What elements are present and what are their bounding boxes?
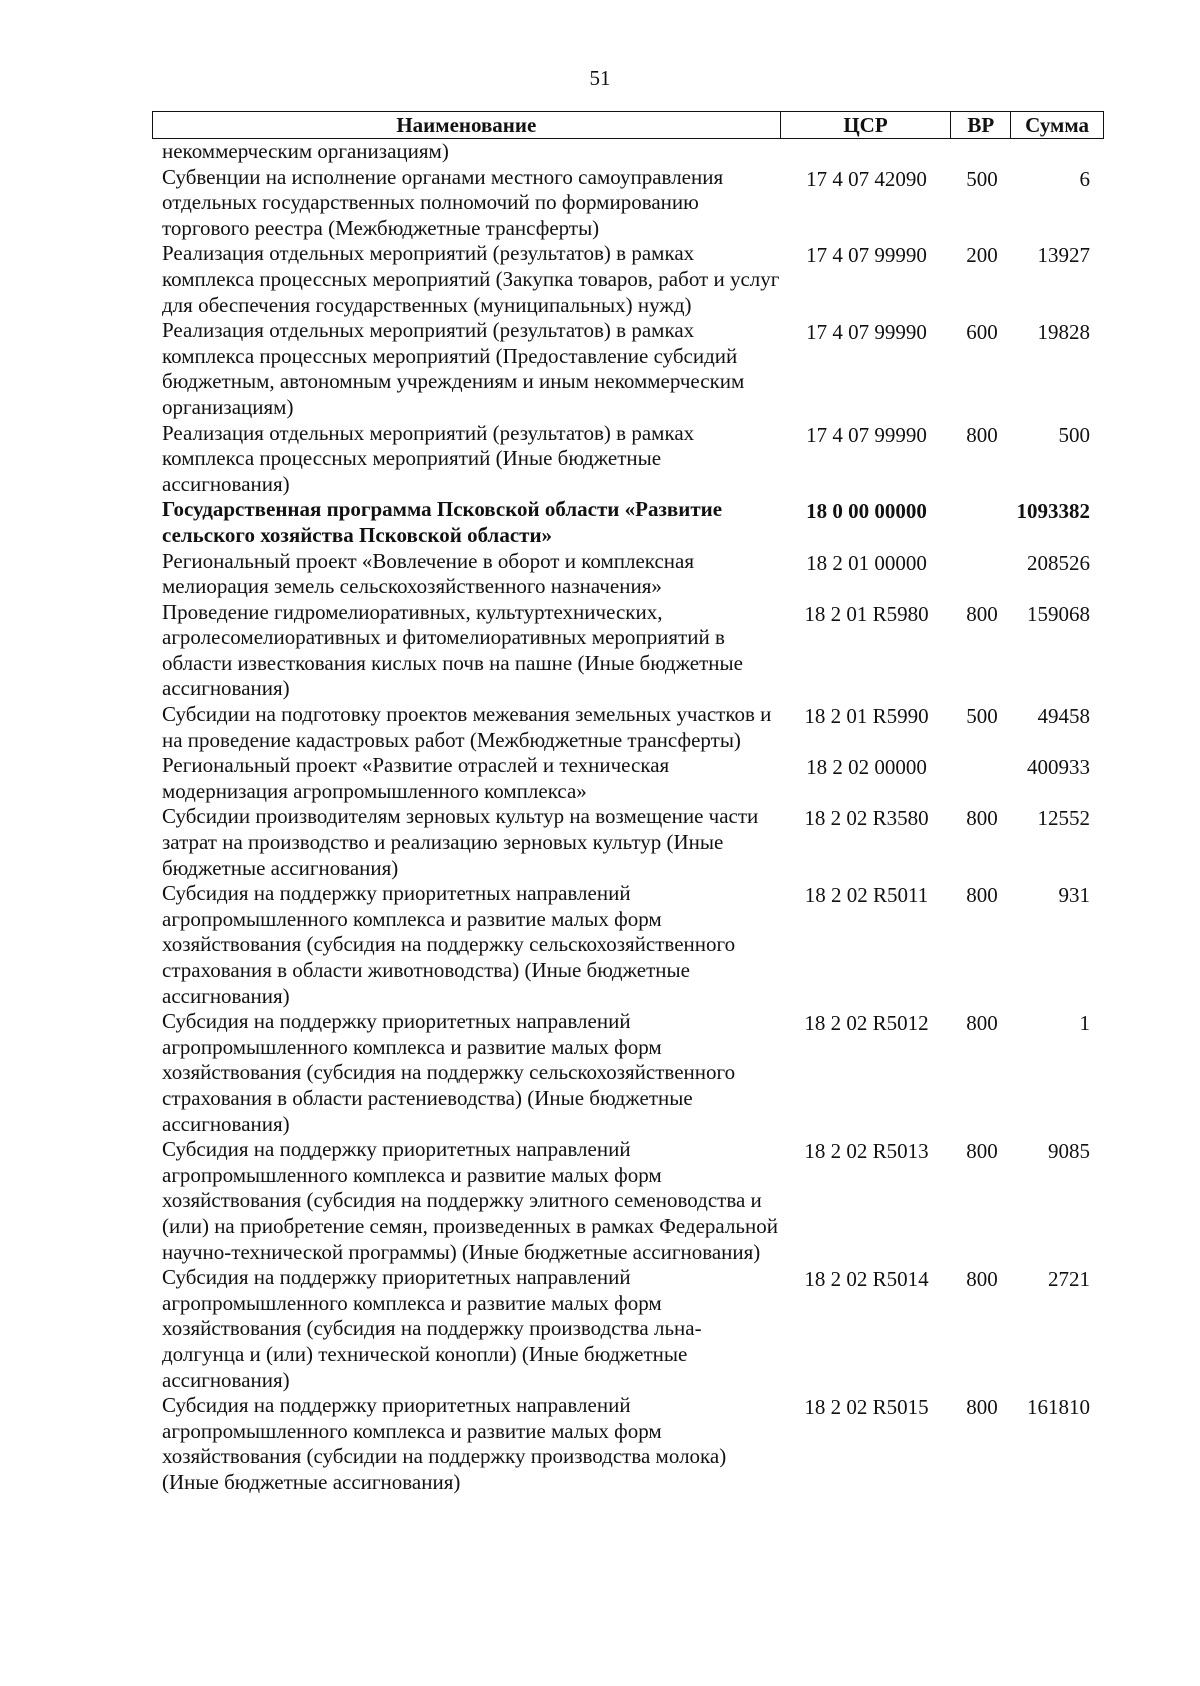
row-name: некоммерческим организациям) bbox=[162, 139, 449, 163]
table-row bbox=[152, 881, 1104, 1009]
row-name: Субсидия на поддержку приоритетных направлений агропромышленного комплекса и развитие малых форм хозяйствования (субсидия на поддержку элитного семеноводства и (или) на приобретение семян, произведенных в рамках Федеральной научно-технической программы) (Иные бюджетные ассигнования) bbox=[162, 1137, 778, 1264]
row-vr bbox=[952, 753, 1012, 804]
table-row bbox=[152, 804, 1104, 881]
row-vr: 800 bbox=[966, 883, 998, 908]
row-name: Субсидия на поддержку приоритетных направлений агропромышленного комплекса и развитие малых форм хозяйствования (субсидия на поддержку сельскохозяйственного страхования в области растениеводства) (Иные бюджетные ассигнования) bbox=[162, 1009, 736, 1136]
page-number: 51 bbox=[589, 66, 611, 90]
row-name: Субвенции на исполнение органами местного самоуправления отдельных государственных полномочий по формированию торгового реестра (Межбюджетные трансферты) bbox=[162, 164, 724, 240]
row-name: Субсидия на поддержку приоритетных направлений агропромышленного комплекса и развитие малых форм хозяйствования (субсидия на поддержку производства льна-долгунца и (или) технической конопли) (Иные бюджетные ассигнования) bbox=[162, 1265, 702, 1392]
row-vr: 800 bbox=[966, 1395, 998, 1420]
row-vr: 800 bbox=[966, 1139, 998, 1164]
row-csr: 18 2 01 00000 bbox=[806, 550, 927, 575]
row-sum: 500 bbox=[1058, 422, 1090, 447]
row-sum: 2721 bbox=[1048, 1267, 1090, 1292]
row-name: Субсидия на поддержку приоритетных направлений агропромышленного комплекса и развитие малых форм хозяйствования (субсидия на поддержку сельскохозяйственного страхования в области животноводства) (Иные бюджетные ассигнования) bbox=[162, 881, 736, 1008]
header-vr: ВР bbox=[951, 112, 1011, 138]
row-vr bbox=[952, 497, 1012, 548]
row-sum: 12552 bbox=[1037, 806, 1090, 831]
row-csr: 18 2 02 R5011 bbox=[804, 883, 929, 908]
row-vr: 800 bbox=[966, 601, 998, 626]
row-vr: 800 bbox=[966, 806, 998, 831]
row-csr: 17 4 07 99990 bbox=[806, 243, 927, 268]
row-name: Государственная программа Псковской области «Развитие сельского хозяйства Псковской области» bbox=[162, 497, 723, 547]
row-sum: 6 bbox=[1079, 166, 1090, 191]
table-row bbox=[152, 1393, 1104, 1495]
row-sum: 1 bbox=[1079, 1011, 1090, 1036]
row-name: Субсидия на поддержку приоритетных направлений агропромышленного комплекса и развитие малых форм хозяйствования (субсидии на поддержку производства молока) (Иные бюджетные ассигнования) bbox=[162, 1393, 727, 1494]
table-row bbox=[152, 318, 1104, 420]
table-header bbox=[152, 111, 1104, 139]
row-sum: 19828 bbox=[1037, 320, 1090, 345]
row-sum: 161810 bbox=[1027, 1395, 1090, 1420]
row-sum bbox=[1012, 139, 1104, 165]
row-csr: 17 4 07 99990 bbox=[806, 320, 927, 345]
row-sum: 208526 bbox=[1027, 550, 1090, 575]
row-csr: 18 2 02 R3580 bbox=[804, 806, 929, 831]
row-sum: 400933 bbox=[1027, 755, 1090, 780]
table-row bbox=[152, 549, 1104, 600]
row-name: Реализация отдельных мероприятий (результатов) в рамках комплекса процессных мероприятий (Предоставление субсидий бюджетным, автономным учреждениям и иным некоммерческим организациям) bbox=[162, 318, 745, 419]
row-sum: 49458 bbox=[1037, 704, 1090, 729]
row-vr: 200 bbox=[966, 243, 998, 268]
table-row bbox=[152, 702, 1104, 753]
row-vr: 800 bbox=[966, 1267, 998, 1292]
row-vr: 500 bbox=[966, 704, 998, 729]
table-row bbox=[152, 1265, 1104, 1393]
row-name: Региональный проект «Развитие отраслей и техническая модернизация агропромышленного комплекса» bbox=[162, 753, 670, 803]
row-csr: 17 4 07 99990 bbox=[806, 422, 927, 447]
table-row bbox=[152, 497, 1104, 548]
row-vr: 800 bbox=[966, 422, 998, 447]
row-vr: 800 bbox=[966, 1011, 998, 1036]
row-csr: 18 2 02 R5015 bbox=[804, 1395, 929, 1420]
table-row bbox=[152, 165, 1104, 242]
row-csr: 18 2 01 R5980 bbox=[804, 601, 929, 626]
table-row bbox=[152, 1137, 1104, 1265]
header-name: Наименование bbox=[153, 112, 781, 138]
row-vr bbox=[952, 139, 1012, 165]
row-sum: 931 bbox=[1058, 883, 1090, 908]
row-csr: 18 2 01 R5990 bbox=[804, 704, 929, 729]
table-row bbox=[152, 241, 1104, 318]
row-csr: 18 2 02 R5014 bbox=[804, 1267, 929, 1292]
table-row bbox=[152, 139, 1104, 165]
row-csr: 18 2 02 R5012 bbox=[804, 1011, 929, 1036]
row-name: Реализация отдельных мероприятий (результатов) в рамках комплекса процессных мероприятий (Иные бюджетные ассигнования) bbox=[162, 420, 695, 496]
row-csr: 18 2 02 R5013 bbox=[804, 1139, 929, 1164]
header-sum: Сумма bbox=[1025, 113, 1090, 137]
table-row bbox=[152, 421, 1104, 498]
budget-table bbox=[152, 111, 1104, 1495]
row-name: Субсидии производителям зерновых культур на возмещение части затрат на производство и реализацию зерновых культур (Иные бюджетные ассигнования) bbox=[162, 804, 759, 880]
table-row bbox=[152, 753, 1104, 804]
table-body bbox=[152, 139, 1104, 1495]
row-vr: 600 bbox=[966, 320, 998, 345]
row-vr: 500 bbox=[966, 166, 998, 191]
row-sum: 13927 bbox=[1037, 243, 1090, 268]
row-name: Региональный проект «Вовлечение в оборот и комплексная мелиорация земель сельскохозяйственного назначения» bbox=[162, 548, 695, 599]
row-sum: 9085 bbox=[1048, 1139, 1090, 1164]
header-csr: ЦСР bbox=[781, 112, 952, 138]
row-name: Субсидии на подготовку проектов межевания земельных участков и на проведение кадастровых работ (Межбюджетные трансферты) bbox=[162, 702, 772, 752]
row-sum: 159068 bbox=[1027, 601, 1090, 626]
row-csr: 18 2 02 00000 bbox=[806, 755, 927, 780]
row-name: Реализация отдельных мероприятий (результатов) в рамках комплекса процессных мероприятий (Закупка товаров, работ и услуг для обеспечения государственных (муниципальных) нужд) bbox=[162, 241, 780, 317]
row-sum: 1093382 bbox=[1016, 499, 1090, 524]
row-csr: 17 4 07 42090 bbox=[806, 166, 927, 191]
table-row bbox=[152, 600, 1104, 702]
row-csr: 18 0 00 00000 bbox=[806, 499, 927, 524]
table-row bbox=[152, 1009, 1104, 1137]
row-name: Проведение гидромелиоративных, культуртехнических, агролесомелиоративных и фитомелиоративных мероприятий в области известкования кислых почв на пашне (Иные бюджетные ассигнования) bbox=[162, 599, 743, 701]
row-vr bbox=[952, 549, 1012, 600]
row-csr bbox=[781, 139, 952, 165]
